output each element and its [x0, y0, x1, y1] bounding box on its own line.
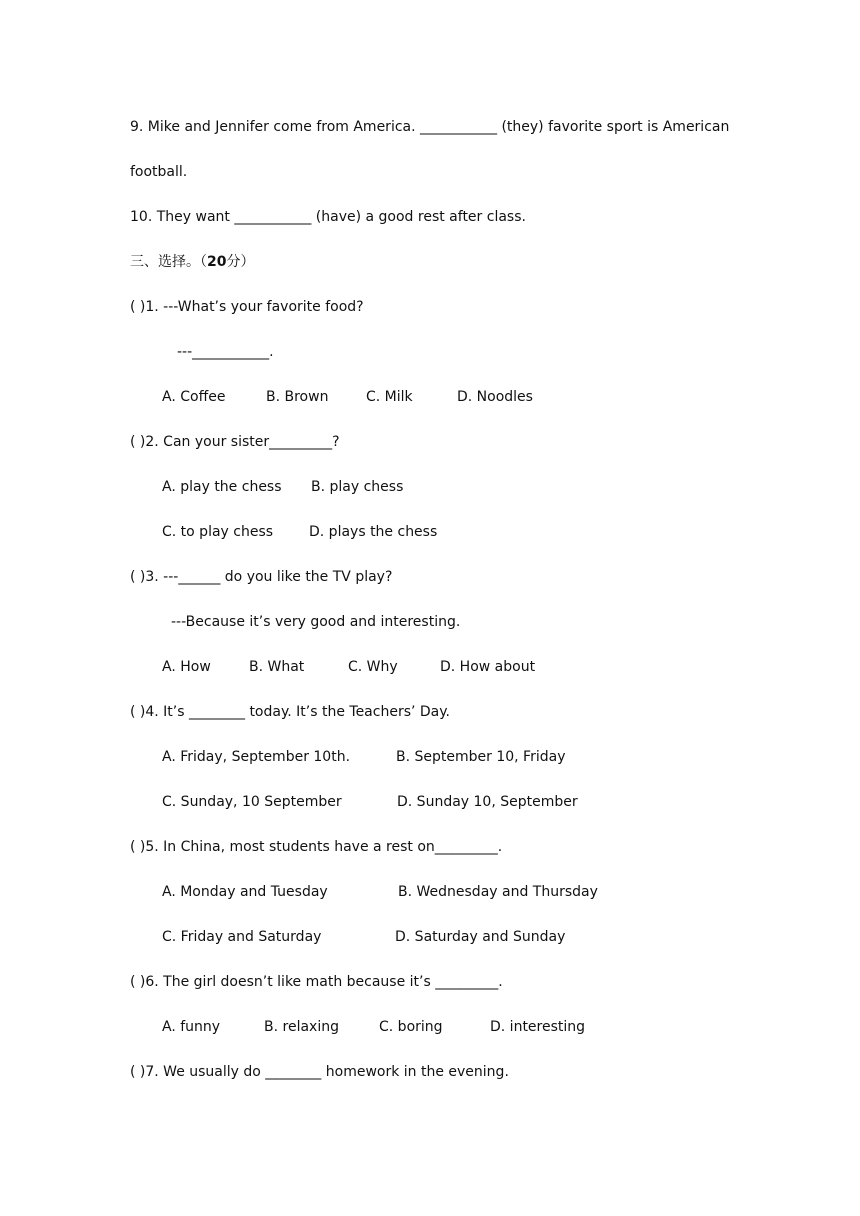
question-5-option-d: D. Saturday and Sunday: [395, 929, 566, 945]
question-4-option-c: C. Sunday, 10 September: [162, 794, 342, 810]
question-1-option-a: A. Coffee: [162, 389, 226, 405]
question-1-reply: ---___________.: [177, 344, 274, 360]
section-heading-points: 20: [207, 254, 227, 270]
section-heading-prefix: 三、选择。（: [130, 254, 207, 270]
fill-in-q10: 10. They want ___________ (have) a good rest after class.: [130, 209, 526, 225]
question-4-stem: ( )4. It’s ________ today. It’s the Teachers’ Day.: [130, 704, 450, 720]
question-4-option-a: A. Friday, September 10th.: [162, 749, 351, 765]
question-1-option-c: C. Milk: [366, 389, 413, 405]
question-6-option-b: B. relaxing: [264, 1019, 339, 1035]
question-1-option-d: D. Noodles: [457, 389, 533, 405]
question-6-option-a: A. funny: [162, 1019, 221, 1035]
question-3-option-d: D. How about: [440, 659, 536, 675]
fill-in-q9-line1: 9. Mike and Jennifer come from America. ___________ (they) favorite sport is American: [130, 119, 730, 135]
section-heading: [130, 252, 254, 272]
question-1-stem: ( )1. ---What’s your favorite food?: [130, 299, 364, 315]
question-2-option-c: C. to play chess: [162, 524, 274, 540]
question-5-option-b: B. Wednesday and Thursday: [398, 884, 598, 900]
question-2-stem: ( )2. Can your sister_________?: [130, 434, 340, 450]
question-4-option-d: D. Sunday 10, September: [397, 794, 578, 810]
question-6-option-d: D. interesting: [490, 1019, 586, 1035]
question-3-option-b: B. What: [249, 659, 305, 675]
question-5-option-c: C. Friday and Saturday: [162, 929, 322, 945]
fill-in-q9-line2: football.: [130, 164, 188, 180]
question-2-option-d: D. plays the chess: [309, 524, 438, 540]
question-3-option-a: A. How: [162, 659, 211, 675]
question-5-stem: ( )5. In China, most students have a rest on_________.: [130, 839, 503, 855]
question-1-option-b: B. Brown: [266, 389, 329, 405]
section-heading-suffix: 分）: [226, 254, 255, 270]
question-4-option-b: B. September 10, Friday: [396, 749, 566, 765]
question-5-option-a: A. Monday and Tuesday: [162, 884, 328, 900]
question-2-option-b: B. play chess: [311, 479, 404, 495]
question-6-option-c: C. boring: [379, 1019, 443, 1035]
question-3-option-c: C. Why: [348, 659, 398, 675]
question-2-option-a: A. play the chess: [162, 479, 282, 495]
question-3-stem: ( )3. ---______ do you like the TV play?: [130, 569, 393, 585]
question-3-reply: ---Because it’s very good and interesting.: [171, 614, 461, 630]
question-7-stem: ( )7. We usually do ________ homework in the evening.: [130, 1064, 509, 1080]
question-6-stem: ( )6. The girl doesn’t like math because it’s _________.: [130, 974, 503, 990]
